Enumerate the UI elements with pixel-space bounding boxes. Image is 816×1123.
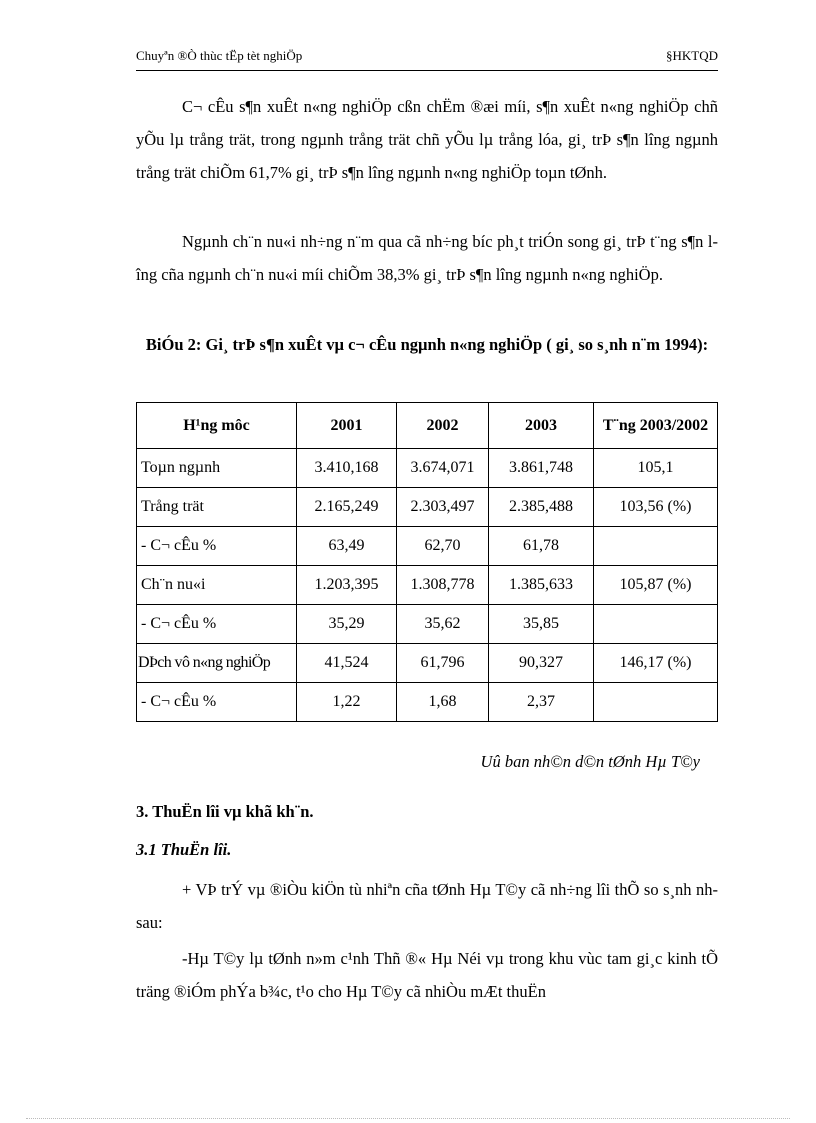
header-title: Chuyªn ®Ò thùc tËp tèt nghiÖp [136,48,303,63]
cell: 2.385,488 [489,488,594,527]
row-label: Trång trät [137,488,297,527]
cell: 62,70 [397,527,489,566]
cell: 1.203,395 [297,566,397,605]
table-row [137,566,718,605]
cell: 1,22 [297,683,397,722]
cell: 3.410,168 [297,449,397,488]
cell [594,605,718,644]
header-divider [136,70,718,71]
table-row [137,683,718,722]
cell: 1.308,778 [397,566,489,605]
subsection-heading: 3.1 ThuËn lîi. [136,840,232,859]
header-cell: 2002 [397,403,489,449]
row-label: - C¬ cÊu % [137,683,297,722]
cell: 41,524 [297,644,397,683]
table-source: Uû ban nh©n d©n tØnh Hµ T©y [480,752,700,771]
row-label: DÞch vô n«ng nghiÖp [137,644,297,683]
cell: 2.165,249 [297,488,397,527]
cell: 3.674,071 [397,449,489,488]
cell: 90,327 [489,644,594,683]
paragraph-structure: C¬ cÊu s¶n xuÊt n«ng nghiÖp cßn chËm ®æi míi, s¶n xuÊt n«ng nghiÖp chñ yÕu lµ trång trät, trong ngµnh trång trät chñ yÕu lµ trång lóa, gi¸ trÞ s¶n lîng ngµnh trång trät chiÕm 61,7% gi¸ trÞ s¶n lîng ngµnh n«ng nghiÖp toµn tØnh. [136,97,718,182]
header-cell: H¹ng môc [137,403,297,449]
table-row [137,527,718,566]
cell: 2.303,497 [397,488,489,527]
cell: 61,78 [489,527,594,566]
header-cell: T¨ng 2003/2002 [594,403,718,449]
table-caption: BiÓu 2: Gi¸ trÞ s¶n xuÊt vµ c¬ cÊu ngµnh n«ng nghiÖp ( gi¸ so s¸nh n¨m 1994): [145,335,709,354]
paragraph-hatay: -Hµ T©y lµ tØnh n»m c¹nh Thñ ®« Hµ Néi vµ trong khu vùc tam gi¸c kinh tÕ träng ®iÓm phÝa b¾c, t¹o cho Hµ T©y cã nhiÒu mÆt thuËn [136,949,718,1001]
cell: 61,796 [397,644,489,683]
table-row [137,605,718,644]
cell: 105,87 (%) [594,566,718,605]
cell: 103,56 (%) [594,488,718,527]
cell [594,527,718,566]
agriculture-table [136,402,718,722]
table-row [137,449,718,488]
cell: 63,49 [297,527,397,566]
cell: 1.385,633 [489,566,594,605]
cell: 3.861,748 [489,449,594,488]
row-label: Toµn ngµnh [137,449,297,488]
page-bottom-divider [26,1118,790,1119]
header-cell: 2001 [297,403,397,449]
cell: 35,62 [397,605,489,644]
section-heading: 3. ThuËn lîi vµ khã kh¨n. [136,802,314,821]
row-label: Ch¨n nu«i [137,566,297,605]
paragraph-location: + VÞ trÝ vµ ®iÒu kiÖn tù nhiªn cña tØnh Hµ T©y cã nh÷ng lîi thÕ so s¸nh nh sau: [136,880,718,932]
cell [594,683,718,722]
table-row [137,644,718,683]
cell: 1,68 [397,683,489,722]
cell: 35,85 [489,605,594,644]
header-cell: 2003 [489,403,594,449]
paragraph-livestock: Ngµnh ch¨n nu«i nh÷ng n¨m qua cã nh÷ng bíc ph¸t triÓn song gi¸ trÞ t¨ng s¶n lîng cña ngµnh ch¨n nu«i míi chiÕm 38,3% gi¸ trÞ s¶n lîng ngµnh n«ng nghiÖp. [136,232,718,284]
header-school: §HKTQD [666,48,718,63]
cell: 2,37 [489,683,594,722]
cell: 105,1 [594,449,718,488]
row-label: - C¬ cÊu % [137,605,297,644]
cell: 146,17 (%) [594,644,718,683]
table-row [137,488,718,527]
table-header-row [137,403,718,449]
row-label: - C¬ cÊu % [137,527,297,566]
cell: 35,29 [297,605,397,644]
